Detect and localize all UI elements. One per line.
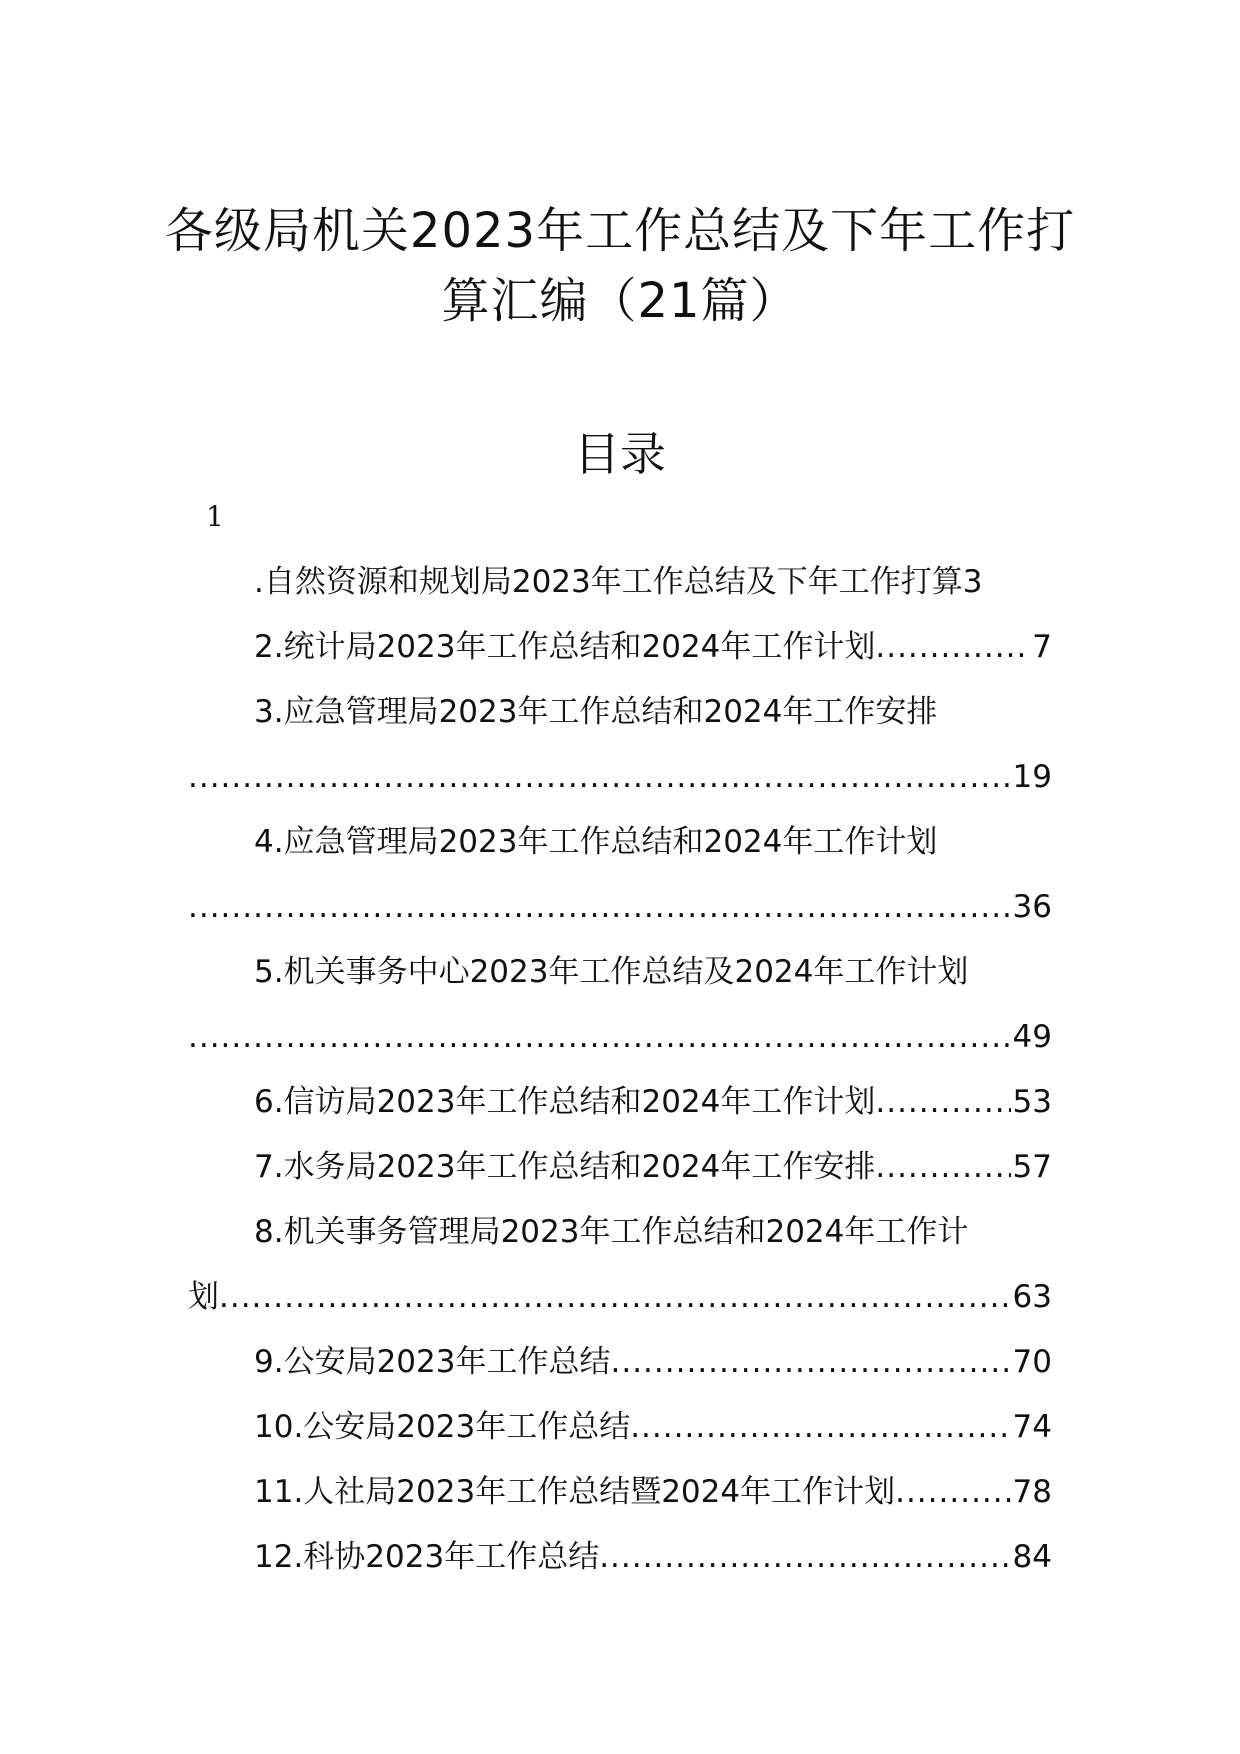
toc-entry-text: 10.公安局2023年工作总结: [254, 1409, 631, 1445]
toc-page-number: 57: [1012, 1149, 1052, 1185]
dot-leader: [188, 1017, 1011, 1057]
toc-page-number: 49: [1012, 1019, 1052, 1055]
toc-entry-text: 3.应急管理局2023年工作总结和2024年工作安排: [254, 694, 938, 730]
dot-leader: [895, 1472, 1010, 1512]
toc-entry-continuation: 划: [188, 1279, 219, 1315]
toc-entry-text: 4.应急管理局2023年工作总结和2024年工作计划: [254, 824, 938, 860]
dot-leader: [610, 1342, 1010, 1382]
dot-leader: [219, 1277, 1011, 1317]
toc-entry-10[interactable]: [254, 1407, 1052, 1447]
toc-entry-2[interactable]: [254, 627, 1052, 667]
toc-entry-12[interactable]: [254, 1537, 1052, 1577]
toc-entry-3[interactable]: [254, 692, 1052, 732]
toc-entry-text: 11.人社局2023年工作总结暨2024年工作计划: [254, 1474, 896, 1510]
dot-leader: [599, 1537, 1010, 1577]
toc-page-number: 36: [1012, 889, 1052, 925]
toc-entry-9[interactable]: [254, 1342, 1052, 1382]
dot-leader: [188, 887, 1011, 927]
toc-entry-text: 9.公安局2023年工作总结: [254, 1344, 611, 1380]
toc-entry-1[interactable]: [254, 562, 1052, 602]
toc-entry-text: 6.信访局2023年工作总结和2024年工作计划: [254, 1084, 876, 1120]
toc-page-number: 78: [1012, 1474, 1052, 1510]
toc-page-number: 70: [1012, 1344, 1052, 1380]
toc-entry-4[interactable]: [254, 822, 1052, 862]
toc-page-number: 74: [1012, 1409, 1052, 1445]
page-number: 1: [206, 500, 224, 533]
toc-entry-text: 12.科协2023年工作总结: [254, 1539, 600, 1575]
toc-entry-text: 7.水务局2023年工作总结和2024年工作安排: [254, 1149, 876, 1185]
dot-leader: [875, 627, 1030, 667]
document-title: [150, 196, 1090, 336]
toc-page-number: 63: [1012, 1279, 1052, 1315]
toc-page-number: 7: [1032, 629, 1052, 665]
toc-entry-5-continuation[interactable]: [188, 1017, 1052, 1057]
toc-heading: 目录: [574, 427, 666, 481]
toc-page-number: 53: [1012, 1084, 1052, 1120]
toc-entry-8-continuation[interactable]: [188, 1277, 1052, 1317]
toc-entry-6[interactable]: [254, 1082, 1052, 1122]
dot-leader: [188, 757, 1011, 797]
toc-entry-text: 2.统计局2023年工作总结和2024年工作计划: [254, 629, 876, 665]
dot-leader: [630, 1407, 1010, 1447]
toc-entry-3-continuation[interactable]: [188, 757, 1052, 797]
toc-entry-4-continuation[interactable]: [188, 887, 1052, 927]
toc-page-number: 19: [1012, 759, 1052, 795]
toc-entry-text: 5.机关事务中心2023年工作总结及2024年工作计划: [254, 954, 969, 990]
dot-leader: [875, 1082, 1010, 1122]
toc-entry-11[interactable]: [254, 1472, 1052, 1512]
title-line-1: 各级局机关2023年工作总结及下年工作打: [164, 203, 1076, 259]
toc-entry-7[interactable]: [254, 1147, 1052, 1187]
toc-entry-text: .自然资源和规划局2023年工作总结及下年工作打算3: [254, 564, 983, 600]
toc-entry-8[interactable]: [254, 1212, 1052, 1252]
toc-entry-5[interactable]: [254, 952, 1052, 992]
title-line-2: 算汇编（21篇）: [441, 273, 799, 329]
dot-leader: [875, 1147, 1010, 1187]
toc-entry-text: 8.机关事务管理局2023年工作总结和2024年工作计: [254, 1214, 969, 1250]
toc-page-number: 84: [1012, 1539, 1052, 1575]
